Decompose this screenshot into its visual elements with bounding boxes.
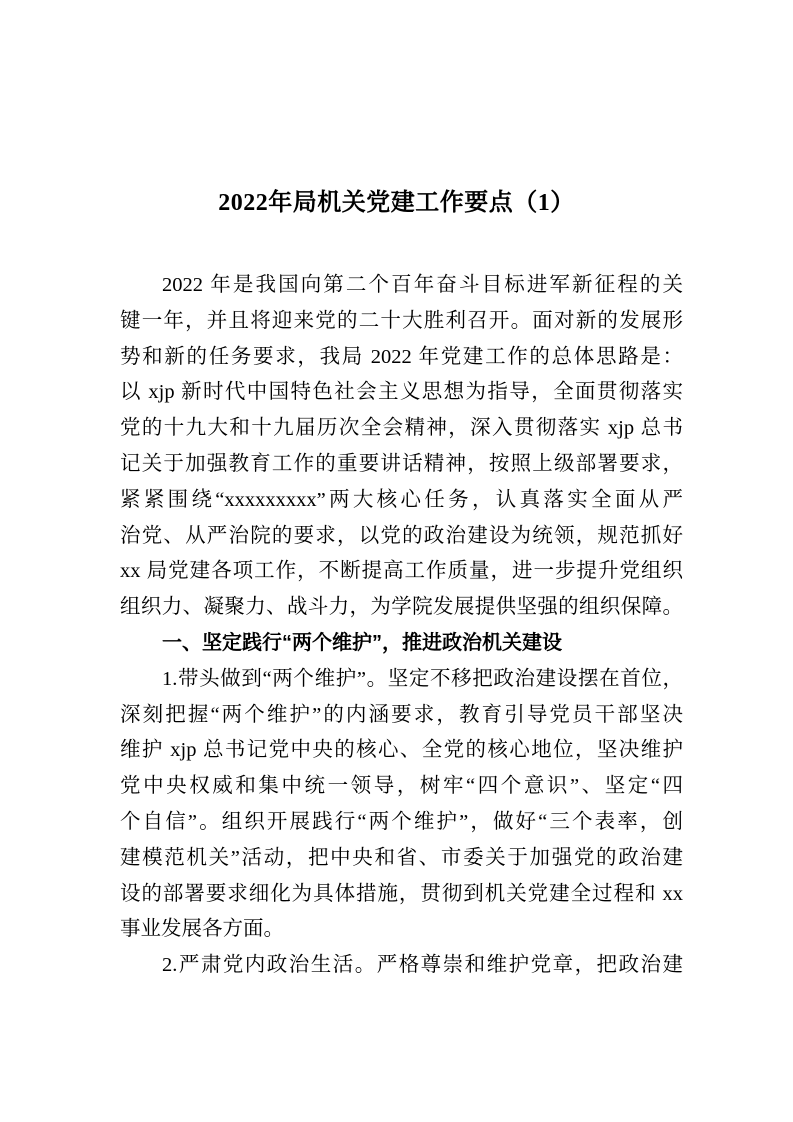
intro-paragraph xyxy=(120,268,683,626)
item-1-paragraph xyxy=(120,662,683,948)
text-line: 建模范机关”活动，把中央和省、市委关于加强党的政治建 xyxy=(120,846,683,869)
text-line: xx 局党建各项工作，不断提高工作质量，进一步提升党组织 xyxy=(120,560,683,583)
text-line: 个自信”。组织开展践行“两个维护”，做好“三个表率，创 xyxy=(120,810,683,833)
text-line: 维护 xjp 总书记党中央的核心、全党的核心地位，坚决维护 xyxy=(120,739,683,762)
text-line: 党的十九大和十九届历次全会精神，深入贯彻落实 xjp 总书 xyxy=(120,417,683,440)
text-line: 1.带头做到“两个维护”。坚定不移把政治建设摆在首位， xyxy=(162,667,683,690)
text-line: 事业发展各方面。 xyxy=(120,918,284,941)
text-line: 键一年，并且将迎来党的二十大胜利召开。面对新的发展形 xyxy=(120,309,683,332)
document-title: 2022年局机关党建工作要点（1） xyxy=(218,190,575,216)
text-line: 2022 年是我国向第二个百年奋斗目标进军新征程的关 xyxy=(162,274,683,296)
text-line: 治党、从严治院的要求，以党的政治建设为统领，规范抓好 xyxy=(120,524,683,547)
text-line: 以 xjp 新时代中国特色社会主义思想为指导，全面贯彻落实 xyxy=(120,381,683,404)
text-line: 深刻把握“两个维护”的内涵要求，教育引导党员干部坚决 xyxy=(120,703,683,726)
section-heading: 一、坚定践行“两个维护”，推进政治机关建设 xyxy=(162,631,562,654)
text-line: 党中央权威和集中统一领导，树牢“四个意识”、坚定“四 xyxy=(120,775,683,798)
text-line: 紧紧围绕“xxxxxxxxx”两大核心任务，认真落实全面从严 xyxy=(120,488,683,511)
text-line: 组织力、凝聚力、战斗力，为学院发展提供坚强的组织保障。 xyxy=(120,596,683,619)
item-2-paragraph xyxy=(120,948,683,984)
text-line: 2.严肃党内政治生活。严格尊崇和维护党章，把政治建 xyxy=(162,954,683,977)
document-body xyxy=(120,268,683,984)
text-line: 设的部署要求细化为具体措施，贯彻到机关党建全过程和 xx xyxy=(120,882,683,905)
text-line: 势和新的任务要求，我局 2022 年党建工作的总体思路是： xyxy=(120,345,683,368)
text-line: 记关于加强教育工作的重要讲话精神，按照上级部署要求， xyxy=(120,452,683,475)
